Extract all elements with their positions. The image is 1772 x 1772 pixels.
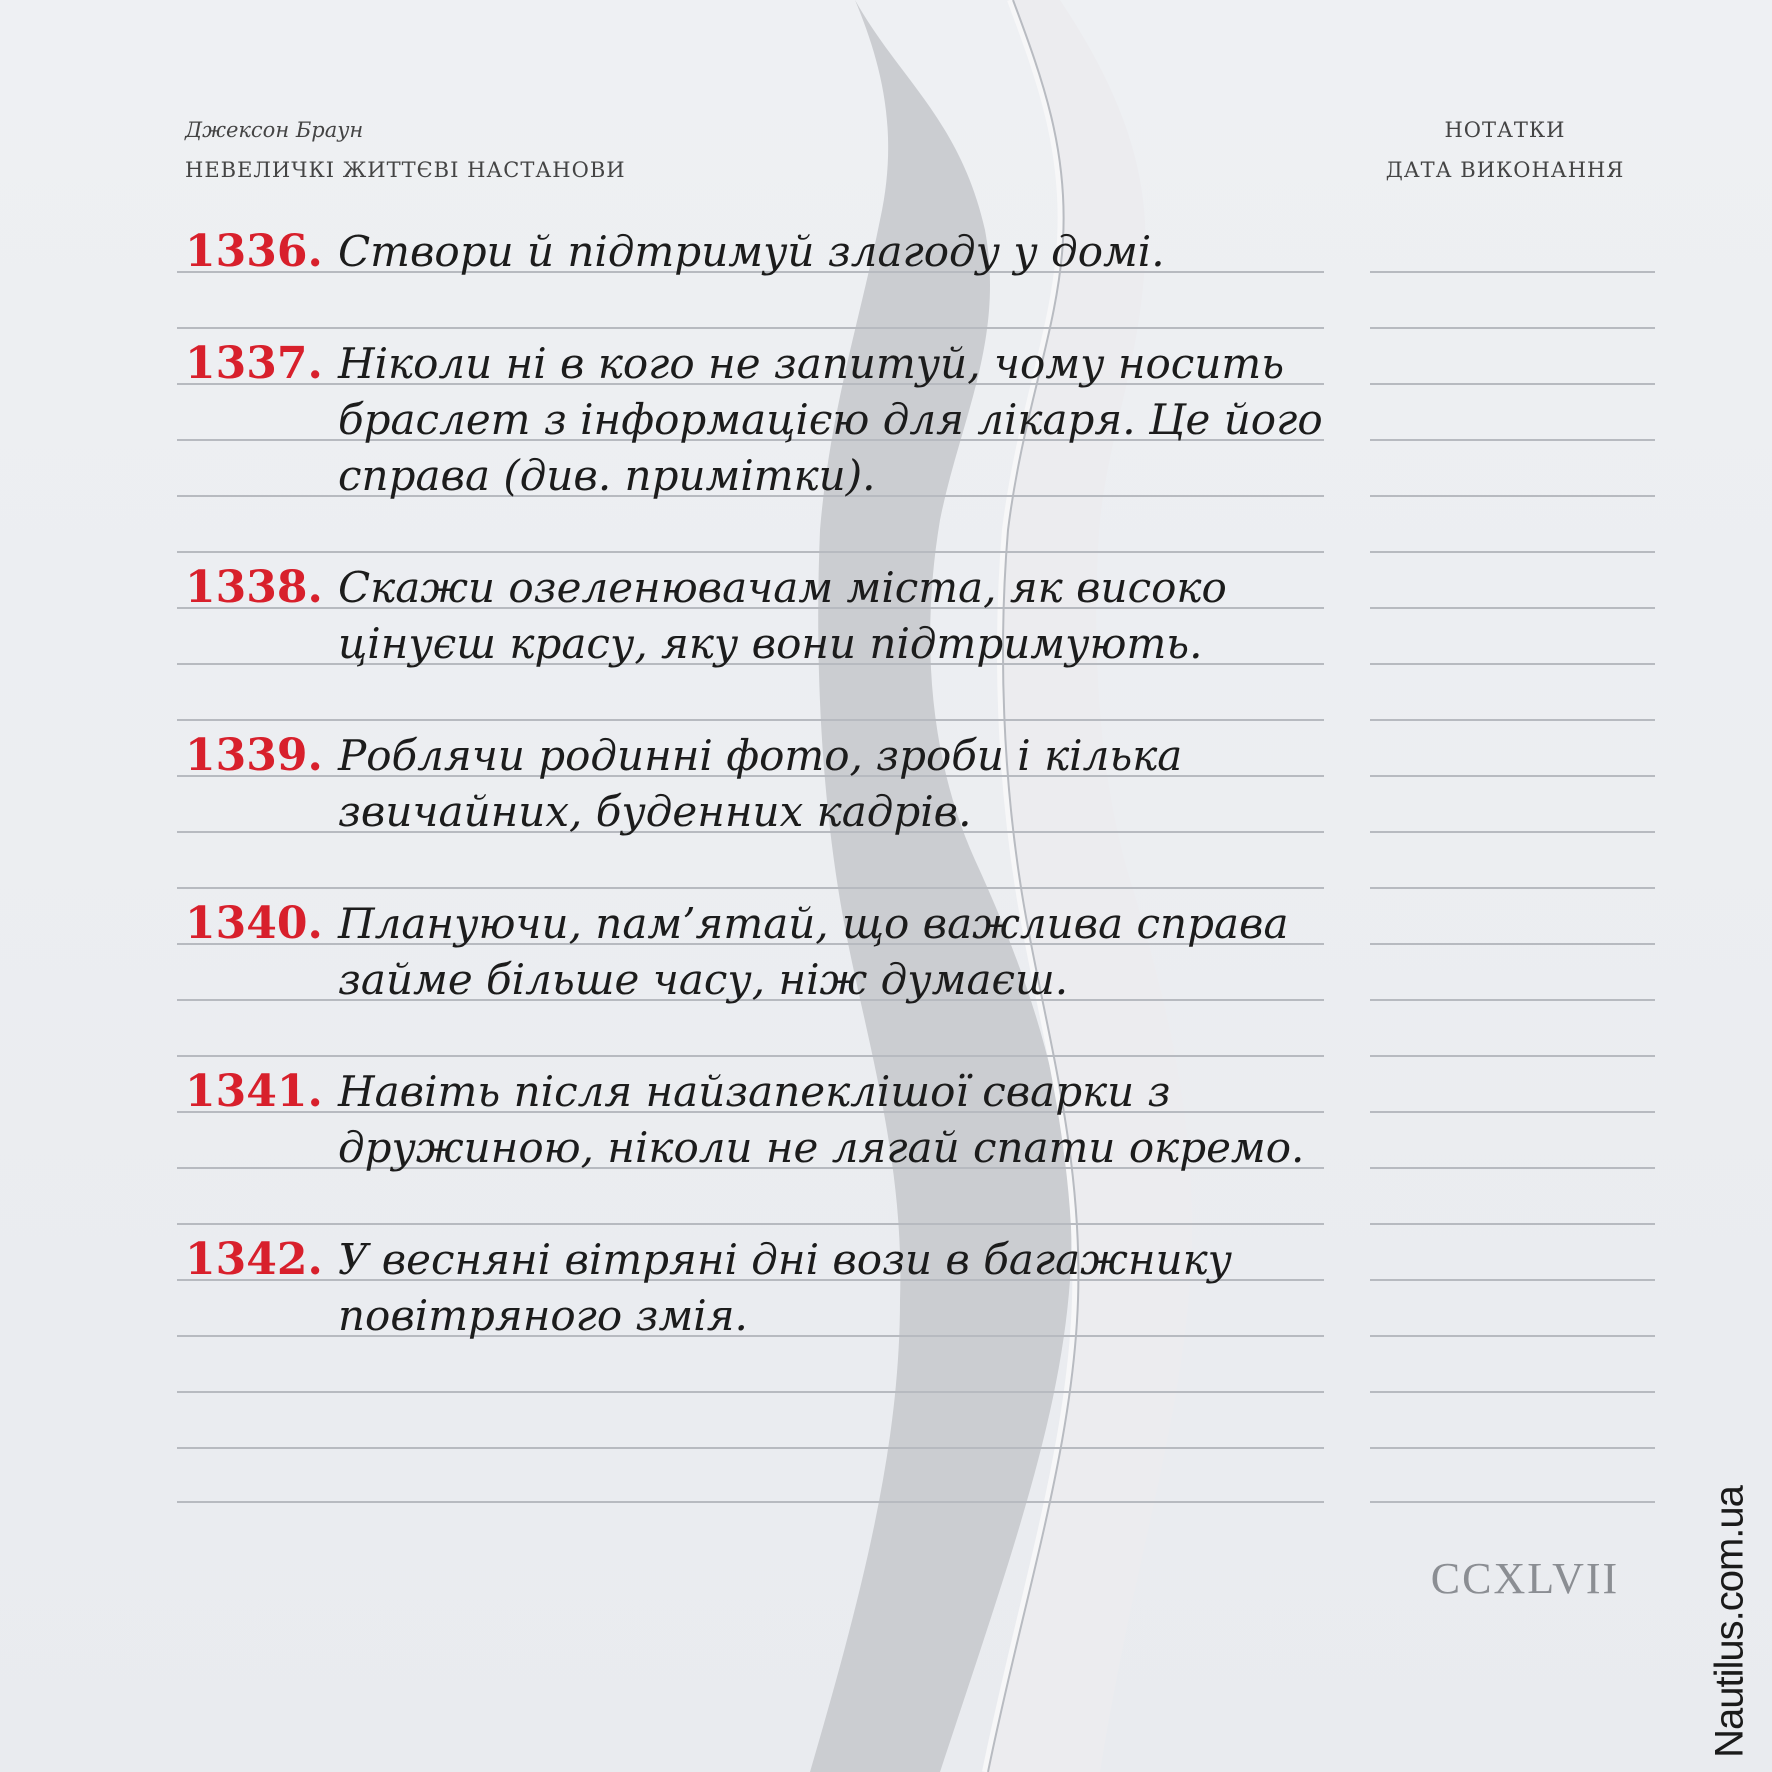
rule-line [177, 1501, 1324, 1503]
entry-number: 1338. [185, 562, 323, 613]
entry-text: Плануючи, пам’ятай, що важлива справа займе більше часу, ніж думаєш. [338, 899, 1289, 1004]
entry-number: 1337. [185, 338, 323, 389]
notes-rule-line [1370, 1223, 1655, 1225]
notes-rule-line [1370, 719, 1655, 721]
notes-rule-line [1370, 999, 1655, 1001]
entry-number: 1340. [185, 898, 323, 949]
notes-rule-line [1370, 1335, 1655, 1337]
rule-line [177, 1447, 1324, 1449]
notes-rule-line [1370, 1055, 1655, 1057]
page-number: CCXLVII [1430, 1554, 1620, 1603]
notes-rule-line [1370, 1391, 1655, 1393]
notes-rule-line [1370, 1111, 1655, 1113]
notes-rule-line [1370, 943, 1655, 945]
completion-date-column-label: ДАТА ВИКОНАННЯ [1385, 158, 1625, 182]
notes-rule-line [1370, 439, 1655, 441]
entry-number: 1336. [185, 226, 323, 277]
entry-text: Створи й підтримуй злагоду у домі. [338, 227, 1165, 276]
notes-rule-line [1370, 271, 1655, 273]
entry-number: 1339. [185, 730, 323, 781]
rule-line [177, 887, 1324, 889]
rule-line [177, 1055, 1324, 1057]
rule-line [177, 1391, 1324, 1393]
entry-text: Скажи озеленювачам міста, як високо цінуєш красу, яку вони підтримують. [338, 563, 1227, 668]
notes-rule-line [1370, 327, 1655, 329]
notes-rule-line [1370, 551, 1655, 553]
entry-number: 1341. [185, 1066, 323, 1117]
entry-text: У весняні вітряні дні вози в багажнику повітряного змія. [338, 1235, 1233, 1340]
notes-rule-line [1370, 887, 1655, 889]
notes-rule-line [1370, 1501, 1655, 1503]
rule-line [177, 327, 1324, 329]
entry-text: Ніколи ні в кого не запитуй, чому носить браслет з інформацією для лікаря. Це його справа (див. примітки). [338, 339, 1323, 500]
author-name: Джексон Браун [185, 118, 364, 142]
notes-rule-line [1370, 1167, 1655, 1169]
notes-rule-line [1370, 607, 1655, 609]
rule-line [177, 1223, 1324, 1225]
notes-rule-line [1370, 495, 1655, 497]
notes-rule-line [1370, 383, 1655, 385]
notes-rule-line [1370, 663, 1655, 665]
entry-text: Роблячи родинні фото, зроби і кілька звичайних, буденних кадрів. [338, 731, 1183, 836]
rule-line [177, 719, 1324, 721]
notes-column-label: НОТАТКИ [1444, 118, 1566, 142]
publisher-watermark: Nautilus.com.ua [1707, 1486, 1752, 1758]
rule-line [177, 551, 1324, 553]
entry-text: Навіть після найзапеклішої сварки з дружиною, ніколи не лягай спати окремо. [338, 1067, 1305, 1172]
notes-rule-line [1370, 1447, 1655, 1449]
notes-rule-line [1370, 831, 1655, 833]
notes-rule-line [1370, 775, 1655, 777]
entry-number: 1342. [185, 1234, 323, 1285]
notes-rule-line [1370, 1279, 1655, 1281]
book-title: НЕВЕЛИЧКІ ЖИТТЄВІ НАСТАНОВИ [185, 158, 626, 182]
